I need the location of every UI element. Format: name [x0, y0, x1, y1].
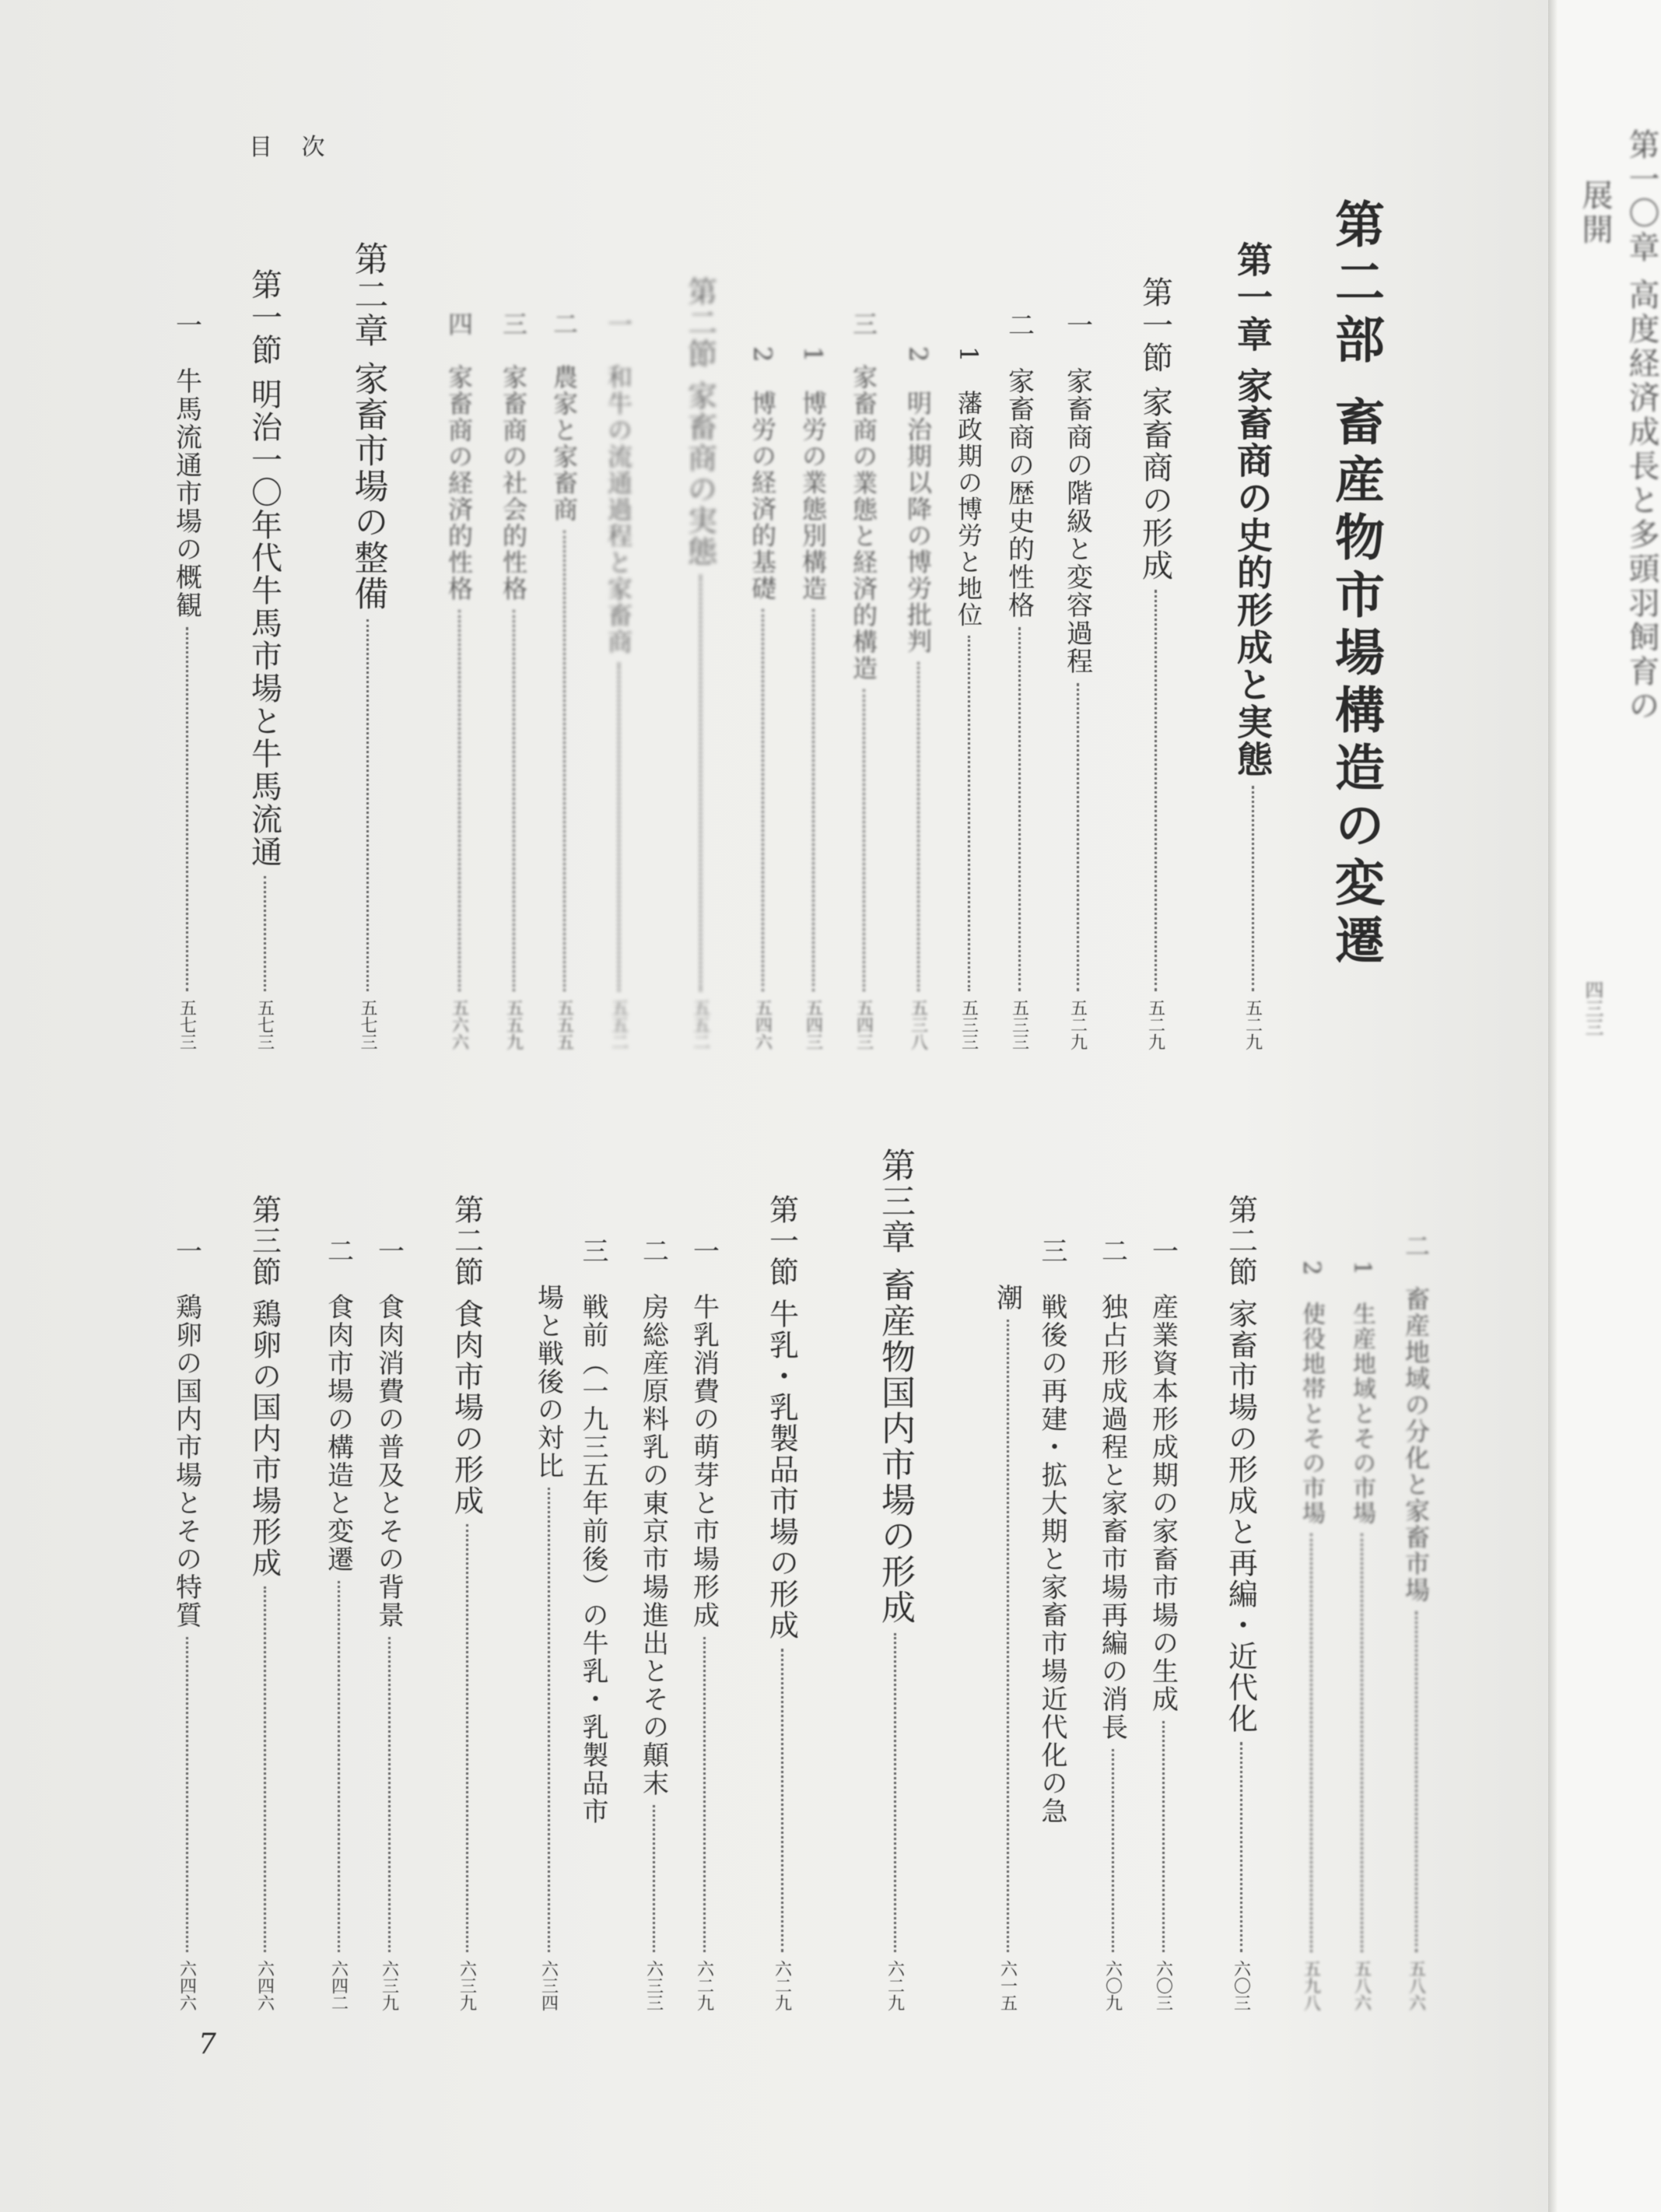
toc-entry-s2-4[interactable]: 四 家畜商の経済的性格 五六六 — [444, 311, 474, 1050]
part-title: 第二部 畜産物市場構造の変遷 — [1326, 198, 1385, 973]
toc-entry-lower-s2-3-cont[interactable]: 潮 六一五 — [991, 1284, 1023, 2011]
toc-entry-s2-3[interactable]: 三 家畜商の社会的性格 五五九 — [499, 311, 528, 1050]
toc-entry-lower-c3s1-3-cont[interactable]: 場と戦後の対比 六三四 — [532, 1284, 564, 2011]
toc-entry-s1-3-1[interactable]: 1 博労の業態別構造 五四三 — [798, 346, 828, 1050]
toc-entry-s1-2-2[interactable]: 2 明治期以降の博労批判 五三八 — [903, 346, 933, 1050]
toc-entry-lower-c3-section-3[interactable]: 第三節 鶏卵の国内市場形成 六四六 — [247, 1194, 282, 2011]
toc-entry-lower-2-1[interactable]: 1 生産地域とその市場 五八六 — [1348, 1260, 1375, 2011]
toc-entry-c2-section-1[interactable]: 第一節 明治一〇年代牛馬市場と牛馬流通 五七三 — [246, 268, 282, 1050]
toc-entry-s1-1[interactable]: 一 家畜商の階級と変容過程 五二九 — [1061, 311, 1093, 1050]
toc-entry-chapter-1[interactable]: 第一章 家畜商の史的形成と実態 五二九 — [1232, 241, 1274, 1050]
toc-entry-lower-s2-2[interactable]: 二 独占形成過程と家畜市場再編の消長 六〇九 — [1096, 1237, 1128, 2011]
page-number: 7 — [198, 2028, 216, 2060]
toc-entry-lower-c3s3-1[interactable]: 一 鶏卵の国内市場とその特質 六四六 — [170, 1237, 202, 2011]
toc-entry-lower-c3-section-2[interactable]: 第二節 食肉市場の形成 六三九 — [449, 1194, 484, 2011]
toc-entry-lower-2[interactable]: 二 畜産地域の分化と家畜市場 五八六 — [1401, 1233, 1431, 2011]
toc-entry-s1-2-1[interactable]: 1 藩政期の博労と地位 五三三 — [954, 346, 983, 1050]
toc-entry-s1-3-2[interactable]: 2 博労の経済的基礎 五四六 — [748, 346, 777, 1050]
adjacent-chapter-title: 第一〇章 高度経済成長と多頭羽飼育の — [1624, 128, 1659, 724]
toc-entry-s1-3[interactable]: 三 家畜商の業態と経済的構造 五四三 — [849, 311, 878, 1050]
toc-entry-lower-s2-1[interactable]: 一 産業資本形成期の家畜市場の生成 六〇三 — [1147, 1237, 1179, 2011]
toc-entry-s1-2[interactable]: 二 家畜商の歴史的性格 五三三 — [1003, 311, 1035, 1050]
toc-entry-section-1[interactable]: 第一節 家畜商の形成 五二九 — [1137, 276, 1173, 1050]
adjacent-page-ref: 四三三 — [1582, 980, 1603, 1036]
toc-entry-lower-c3s2-1[interactable]: 一 食肉消費の普及とその背景 六三九 — [373, 1237, 405, 2011]
toc-entry-lower-2-2[interactable]: 2 使役地帯とその市場 五九八 — [1298, 1260, 1325, 2011]
book-gutter — [1548, 0, 1558, 2212]
toc-entry-lower-chapter-3[interactable]: 第三章 畜産物国内市場の形成 六二九 — [875, 1148, 915, 2011]
toc-entry-c2s1-1[interactable]: 一 牛馬流通市場の概観 五七三 — [170, 311, 202, 1050]
toc-entry-s2-2[interactable]: 二 農家と家畜商 五五五 — [549, 311, 579, 1050]
header-label: 目 次 — [249, 134, 336, 161]
toc-entry-section-2[interactable]: 第二節 家畜商の実態 五五二 — [682, 276, 717, 1050]
toc-entry-s2-1[interactable]: 一 和牛の流通過程と家畜商 五五二 — [604, 311, 633, 1050]
toc-entry-lower-s2-3[interactable]: 三 戦後の再建・拡大期と家畜市場近代化の急 — [1036, 1237, 1067, 1825]
toc-entry-lower-c3s1-1[interactable]: 一 牛乳消費の萌芽と市場形成 六二九 — [688, 1237, 720, 2011]
adjacent-chapter-subtitle: 展開 — [1577, 179, 1613, 247]
toc-entry-lower-c3s1-3[interactable]: 三 戦前（一九三五年前後）の牛乳・乳製品市 — [577, 1237, 608, 1825]
toc-entry-lower-c3s1-2[interactable]: 二 房総産原料乳の東京市場進出とその顛末 六三三 — [637, 1237, 669, 2011]
toc-entry-lower-section-2[interactable]: 第二節 家畜市場の形成と再編・近代化 六〇三 — [1223, 1194, 1258, 2011]
toc-entry-chapter-2[interactable]: 第二章 家畜市場の整備 五七三 — [348, 241, 388, 1050]
toc-entry-lower-c3-section-1[interactable]: 第一節 牛乳・乳製品市場の形成 六二九 — [764, 1194, 799, 2011]
toc-entry-lower-c3s2-2[interactable]: 二 食肉市場の構造と変遷 六四二 — [322, 1237, 354, 2011]
